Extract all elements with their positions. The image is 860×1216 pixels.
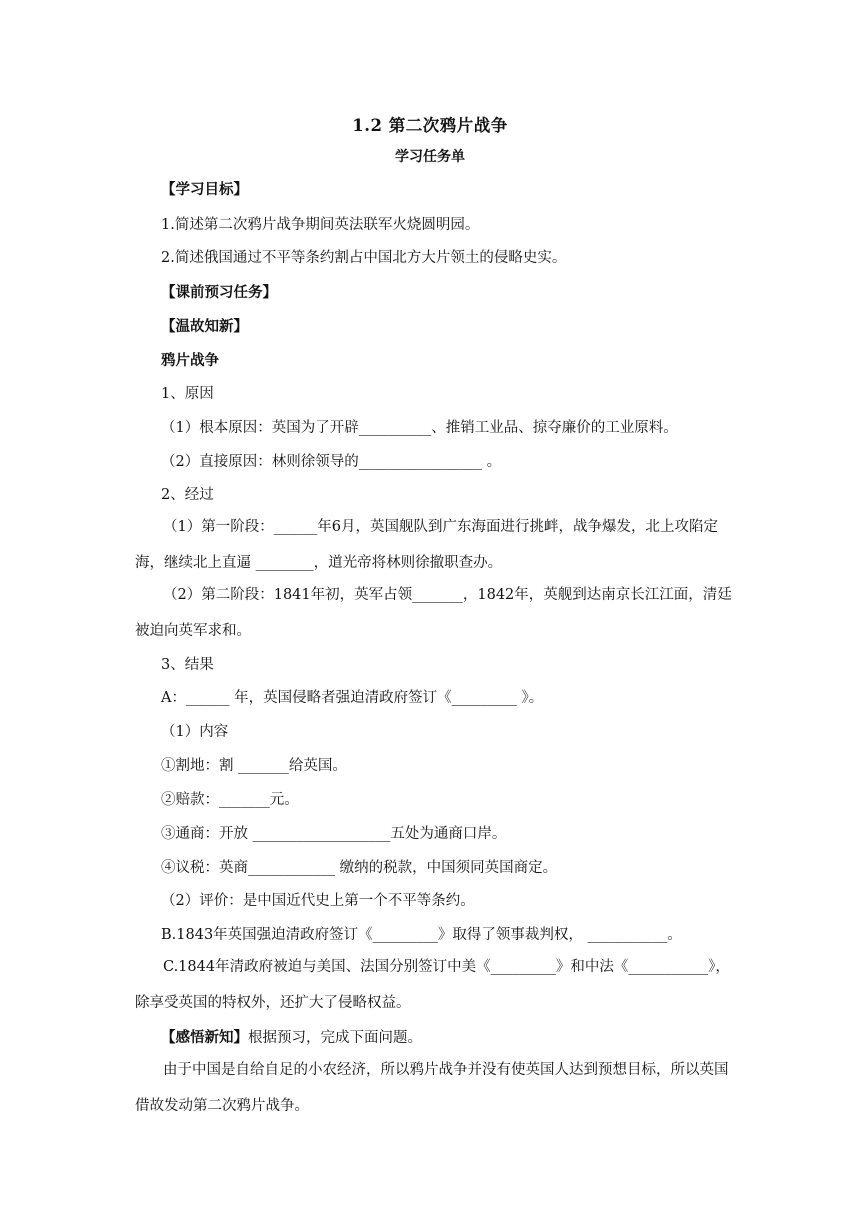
- process-1: （1）第一阶段：______年6月，英国舰队到广东海面进行挑衅，战争爆发，北上攻陷定海，继续北上直逼 ________，道光帝将林则徐撤职查办。: [135, 519, 718, 571]
- goals-heading: 【学习目标】: [161, 181, 248, 198]
- result-heading: 3、结果: [161, 657, 214, 673]
- goal-1: 1.简述第二次鸦片战争期间英法联军火烧圆明园。: [161, 217, 480, 233]
- document-subtitle: 学习任务单: [395, 149, 465, 165]
- cause-heading: 1、原因: [161, 386, 214, 402]
- insight-text: 根据预习，完成下面问题。: [248, 1030, 422, 1046]
- content-item-2: ②赔款：_______元。: [161, 792, 299, 808]
- result-b: B.1843年英国强迫清政府签订《_________》取得了领事裁判权， ___________。: [161, 927, 682, 943]
- review-heading: 【温故知新】: [161, 318, 248, 335]
- insight-line: [161, 1028, 733, 1048]
- process-2: （2）第二阶段：1841年初，英军占领_______，1842年，英舰到达南京长江江面，清廷被迫向英军求和。: [135, 587, 732, 639]
- content-item-3: ③通商：开放 ___________________五处为通商口岸。: [161, 826, 507, 842]
- preview-heading: 【课前预习任务】: [161, 284, 277, 301]
- goal-2: 2.简述俄国通过不平等条约割占中国北方大片领土的侵略史实。: [161, 250, 567, 266]
- document-title: 1.2 第二次鸦片战争: [352, 116, 508, 135]
- insight-heading: 【感悟新知】: [161, 1029, 248, 1046]
- evaluation: （2）评价：是中国近代史上第一个不平等条约。: [161, 893, 475, 909]
- cause-2: （2）直接原因：林则徐领导的_________________ 。: [161, 454, 502, 470]
- cause-1: （1）根本原因：英国为了开辟__________、推销工业品、掠夺廉价的工业原料。: [161, 420, 678, 436]
- content-item-4: ④议税：英商____________ 缴纳的税款，中国须同英国商定。: [161, 860, 558, 876]
- content-heading: （1）内容: [161, 724, 229, 740]
- content-item-1: ①割地：割 _______给英国。: [161, 758, 347, 774]
- result-a: A：______ 年，英国侵略者强迫清政府签订《_________ 》。: [161, 690, 544, 706]
- result-c: C.1844年清政府被迫与美国、法国分别签订中美《_________》和中法《___________》，除享受英国的特权外，还扩大了侵略权益。: [135, 959, 730, 1011]
- topic-heading: 鸦片战争: [161, 352, 219, 369]
- process-heading: 2、经过: [161, 487, 214, 503]
- insight-paragraph: 由于中国是自给自足的小农经济，所以鸦片战争并没有使英国人达到预想目标，所以英国借故发动第二次鸦片战争。: [135, 1062, 729, 1114]
